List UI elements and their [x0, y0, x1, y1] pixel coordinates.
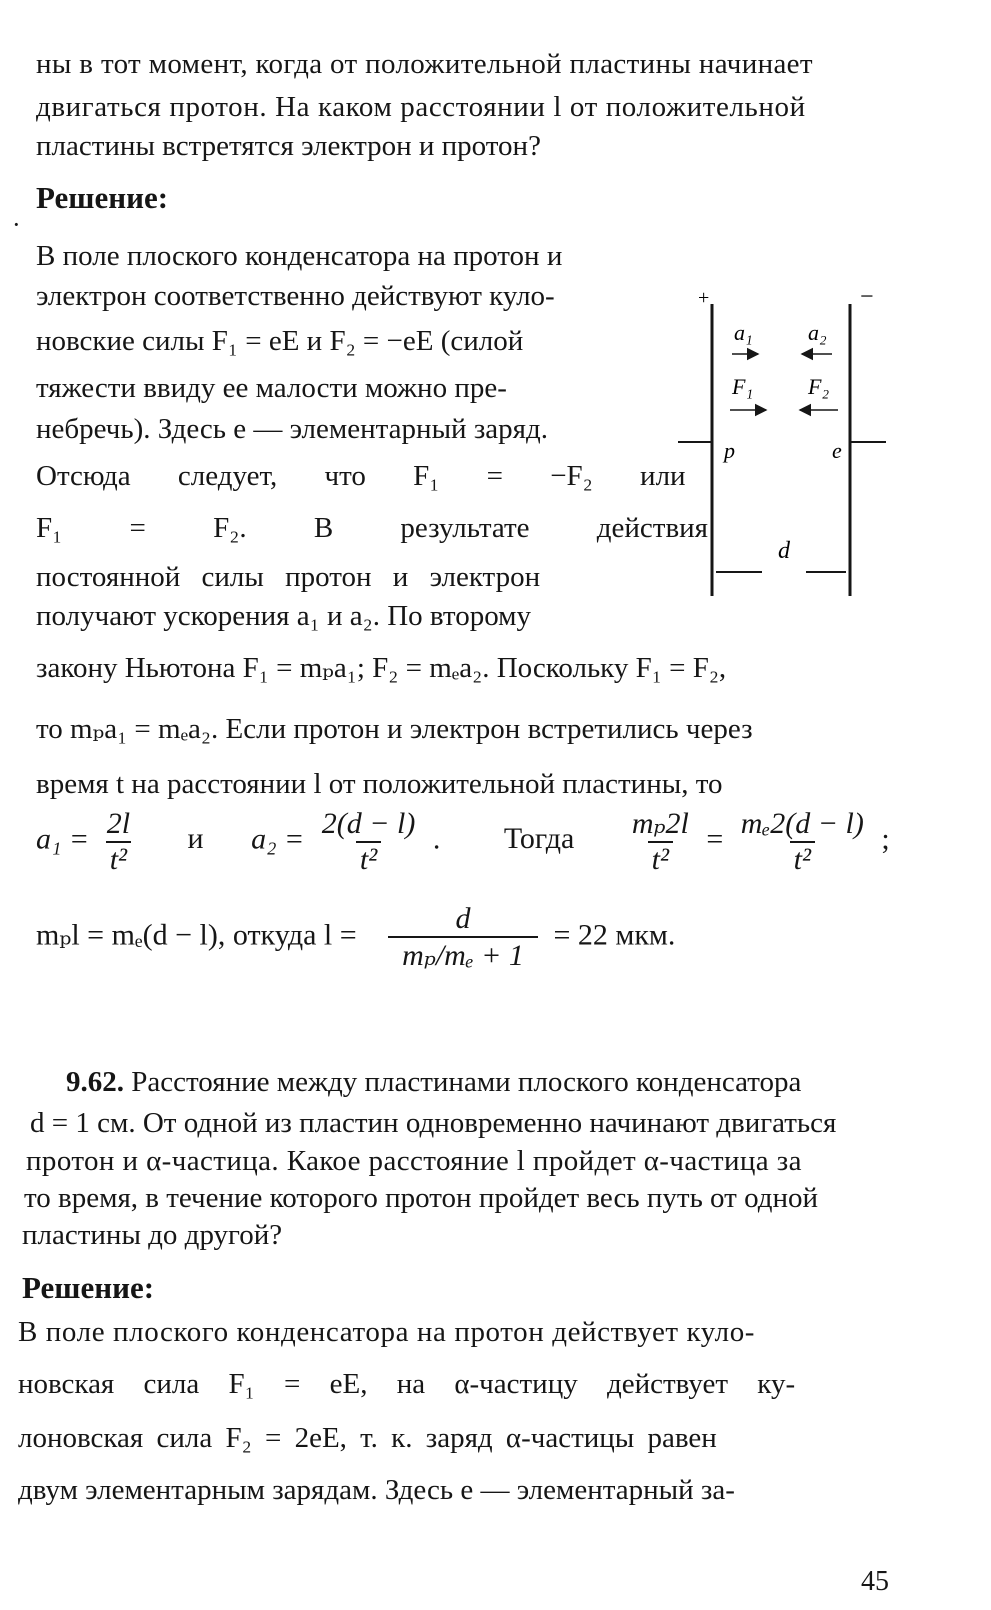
problem-number: 9.62. [66, 1066, 124, 1098]
vector-f1-label: F₁ [732, 374, 754, 399]
text-line: закону Ньютона F₁ = mₚa₁; F₂ = mₑa₂. Поскольку F₁ = F₂, [36, 652, 727, 684]
vector-a2-label: a₂ [808, 320, 827, 345]
punctuation: ; [881, 822, 890, 856]
formula-row [36, 806, 890, 877]
section-heading: Решение: [22, 1270, 155, 1305]
numerator: d [455, 902, 471, 935]
punctuation: . [432, 822, 441, 856]
formula-row [36, 902, 675, 973]
denominator: t² [356, 841, 381, 877]
text-line: В поле плоского конденсатора на протон действует куло- [18, 1316, 756, 1348]
text-line: Отсюда следует, что F₁ = −F₂ или [36, 460, 686, 492]
problem-line: то время, в течение которого протон пройдет весь путь от одной [24, 1182, 819, 1214]
electron-label: e [832, 438, 842, 463]
capacitor-diagram [676, 290, 906, 630]
plus-sign: + [698, 290, 710, 309]
text-line: двигаться протон. На каком расстоянии l от положительной [36, 91, 806, 123]
text-line: двум элементарным зарядам. Здесь e — элементарный за- [18, 1474, 735, 1506]
problem-line: пластины до другой? [22, 1219, 283, 1251]
denominator: mₚ/mₑ + 1 [388, 936, 538, 973]
problem-line: протон и α-частица. Какое расстояние l пройдет α-частица за [26, 1145, 802, 1177]
numerator: mₑ2(d − l) [740, 806, 864, 840]
text-line: ны в тот момент, когда от положительной пластины начинает [36, 48, 813, 80]
text-line: электрон соответственно действуют куло- [36, 280, 555, 312]
text-line: небречь). Здесь e — элементарный заряд. [36, 413, 548, 445]
text-line: тяжести ввиду ее малости можно пре- [36, 372, 507, 404]
fraction [628, 806, 693, 877]
proton-label: p [724, 438, 735, 463]
formula-text: mₚl = mₑ(d − l), откуда l = [36, 918, 357, 952]
conjunction: и [187, 822, 204, 856]
text-line: новская сила F₁ = eE, на α-частицу действует ку- [18, 1368, 796, 1400]
minus-sign: − [860, 290, 874, 310]
vector-a1-label: a₁ [734, 320, 753, 345]
result: = 22 мкм. [553, 918, 676, 952]
formula-lhs: a₂ = [251, 822, 305, 856]
equals-sign: = [706, 822, 724, 856]
then-word: Тогда [503, 822, 575, 856]
problem-text: Расстояние между пластинами плоского конденсатора [131, 1066, 802, 1098]
fraction [103, 807, 134, 877]
numerator: 2(d − l) [321, 806, 416, 840]
section-heading: Решение: [36, 180, 169, 215]
text-line: новские силы F₁ = eE и F₂ = −eE (силой [36, 325, 524, 357]
problem-line [66, 1066, 801, 1099]
numerator: 2l [106, 806, 131, 840]
fraction [388, 902, 538, 973]
denominator: t² [106, 841, 131, 877]
fraction [318, 807, 420, 877]
vector-f2-label: F₂ [808, 374, 830, 399]
text-line: время t на расстоянии l от положительной пластины, то [36, 768, 723, 800]
denominator: t² [648, 841, 673, 877]
formula-lhs: a₁ = [36, 822, 90, 856]
problem-line: d = 1 см. От одной из пластин одновременно начинают двигаться [30, 1107, 837, 1139]
numerator: mₚ2l [631, 807, 689, 840]
text-line: получают ускорения a₁ и a₂. По второму [36, 600, 531, 632]
margin-mark: · [12, 210, 21, 239]
text-line: то mₚa₁ = mₑa₂. Если протон и электрон встретились через [36, 713, 753, 745]
text-line: F₁ = F₂. В результате действия [36, 512, 709, 544]
distance-label: d [778, 538, 790, 564]
denominator: t² [790, 841, 815, 877]
fraction [737, 807, 868, 877]
text-line: В поле плоского конденсатора на протон и [36, 240, 563, 272]
text-line: пластины встретятся электрон и протон? [36, 130, 541, 162]
page-number: 45 [861, 1566, 889, 1597]
text-line: постоянной силы протон и электрон [36, 561, 541, 593]
text-line: лоновская сила F₂ = 2eE, т. к. заряд α-частицы равен [18, 1422, 717, 1454]
